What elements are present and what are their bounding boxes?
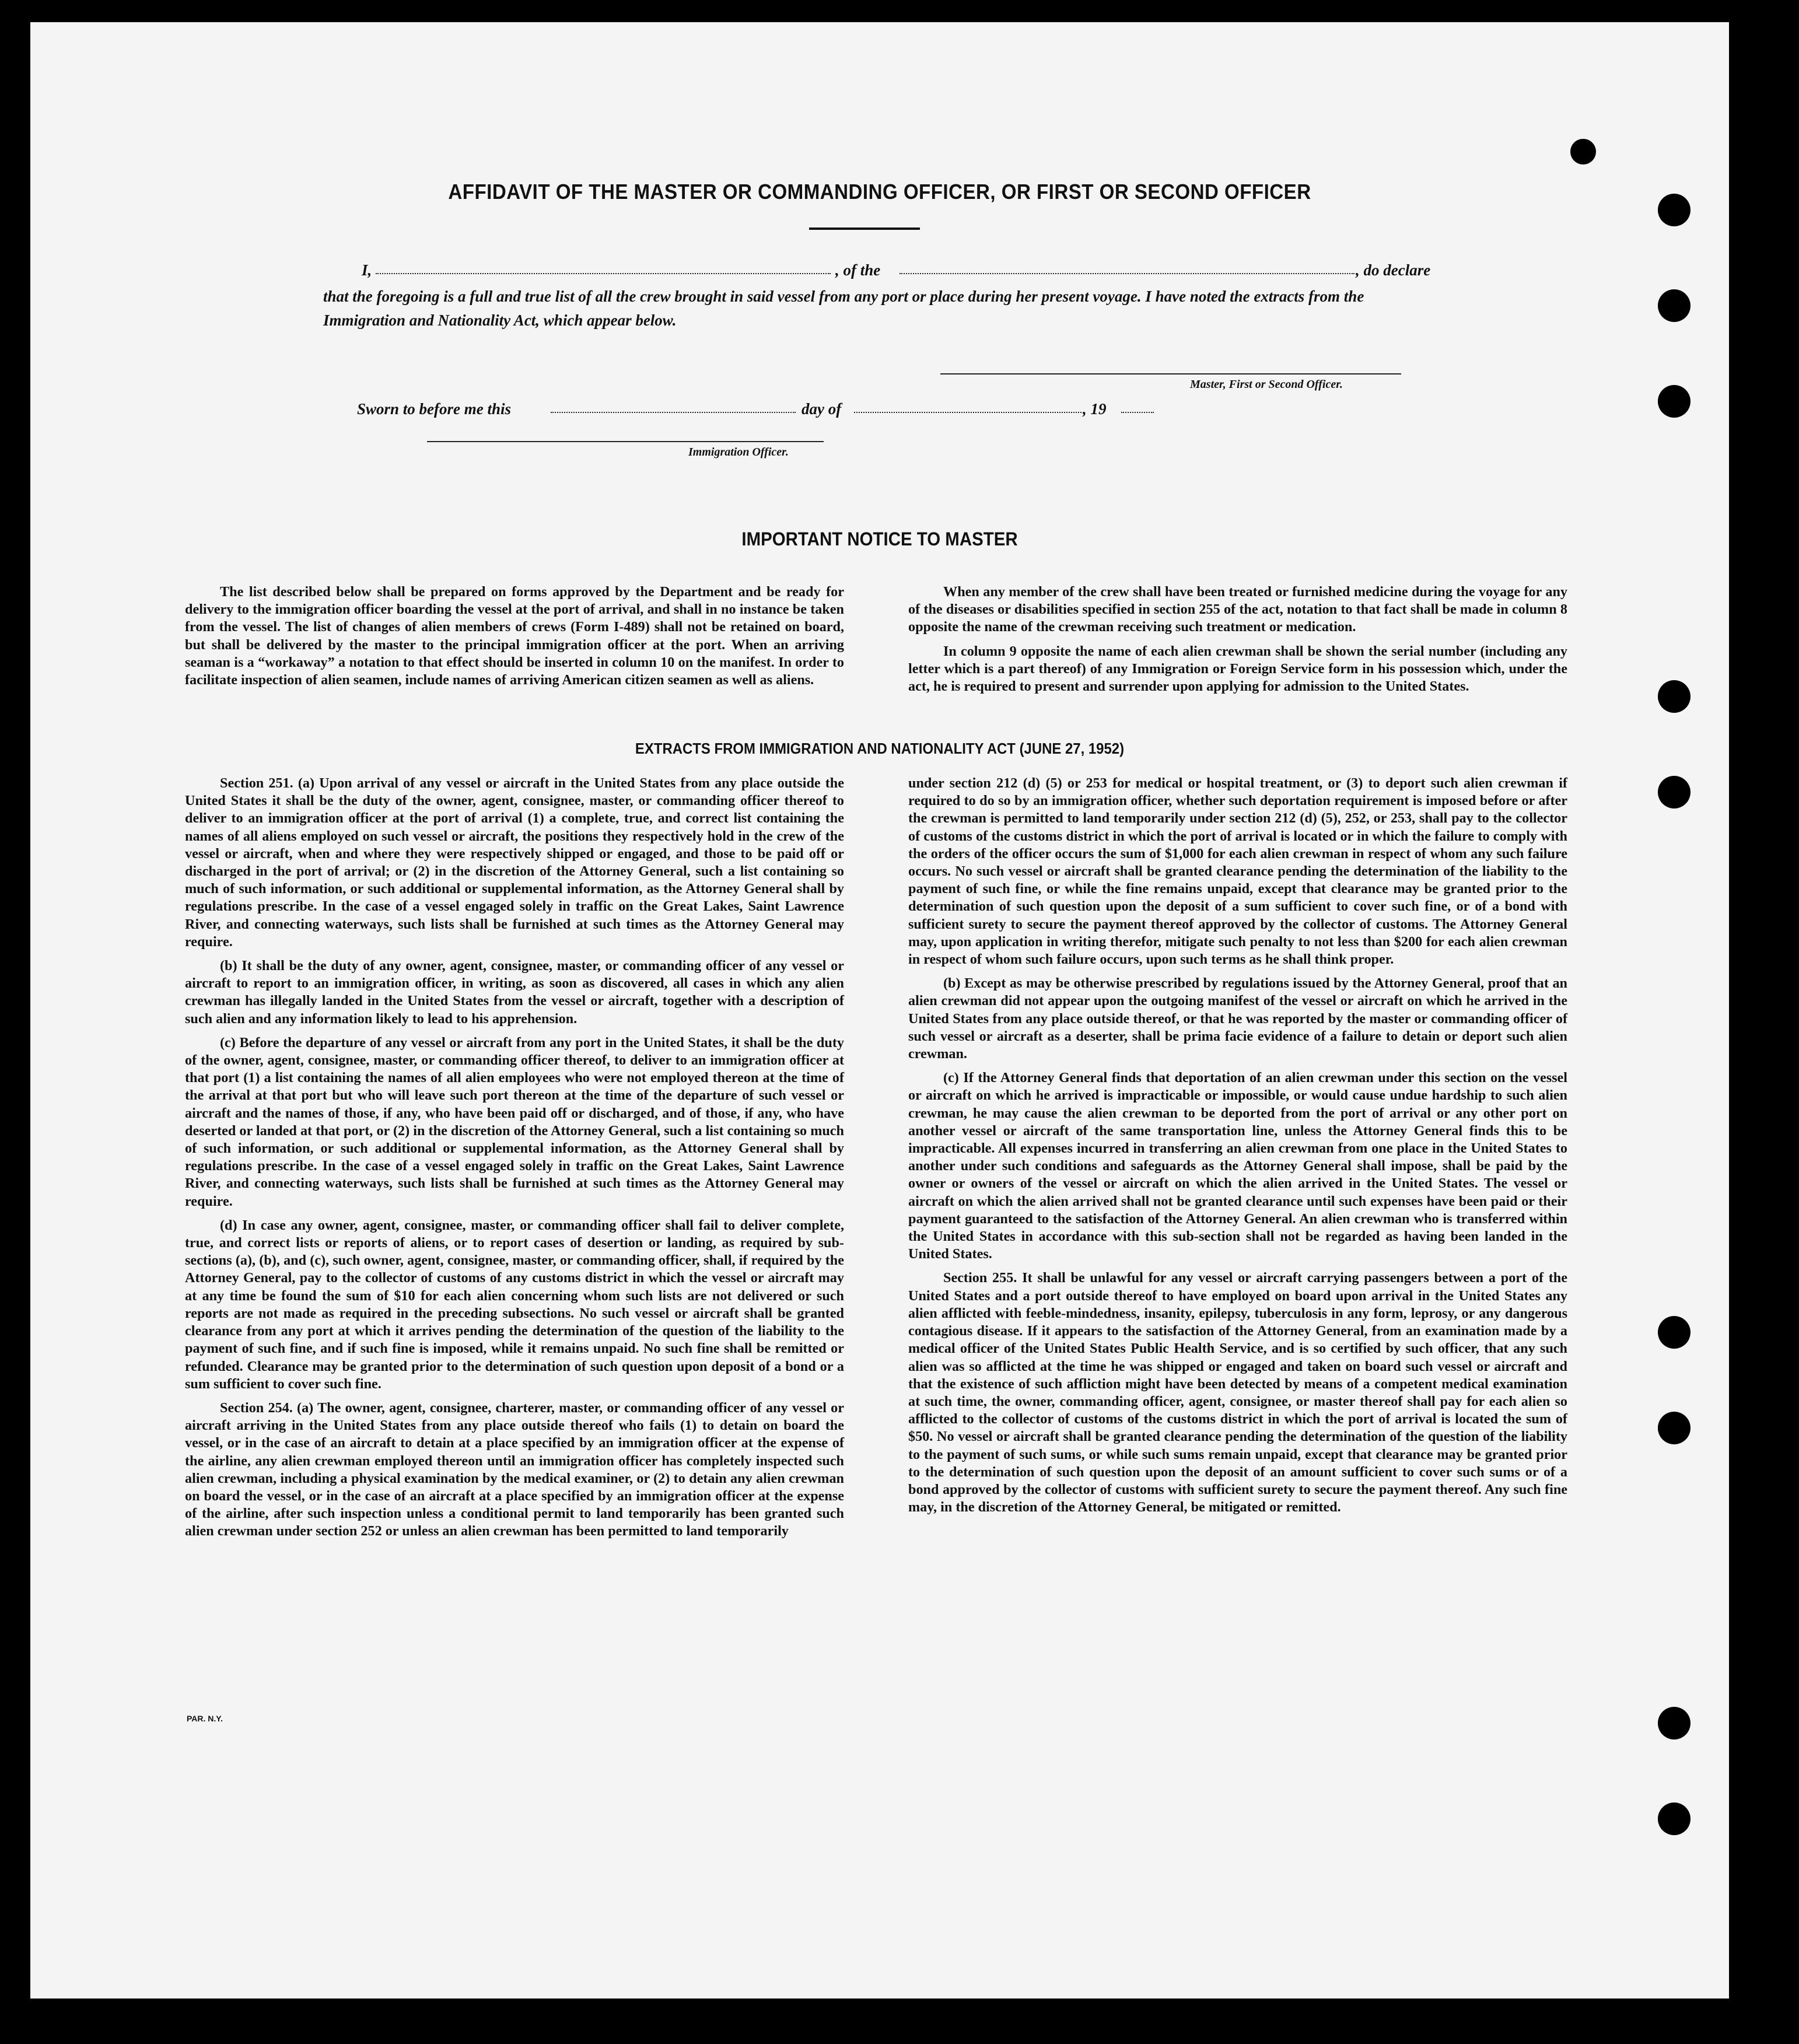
vessel-blank[interactable] xyxy=(900,273,1354,274)
notice-right-column xyxy=(908,583,1567,702)
punch-hole xyxy=(1658,289,1690,322)
section-254-b: (b) Except as may be otherwise prescribed by regulations issued by the Attorney General, proof that an alien crewman did not appear upon the outgoing manifest of the vessel or aircraft on which he arrived in the United States from any place outside thereof, or that he was reported by the master or commanding officer of such vessel or aircraft as a deserter, shall be prima facie evidence of a failure to detain or deport such alien crewman. xyxy=(908,975,1567,1062)
sworn-label: Sworn to before me this xyxy=(357,400,512,418)
master-signature-line[interactable] xyxy=(940,373,1401,374)
i-label: I, xyxy=(362,261,372,279)
sworn-line xyxy=(357,396,1174,421)
notice-left-column xyxy=(185,583,844,695)
of-the-label: , of the xyxy=(835,261,881,279)
section-251-c: (c) Before the departure of any vessel or aircraft from any port in the United States, it shall be the duty of the owner, agent, consignee, master, or commanding officer thereof, to deliver to an immigration officer at that port (1) a list containing the names of all alien employees who were not employed thereon at the time of the arrival at that port but who will leave such port thereon at the time of the departure of such vessel or aircraft and the names of those, if any, who have been paid off or discharged, and of those, if any, who have deserted or landed at that port, or (2) in the discretion of the Attorney General, such a list containing so much of such information, or such additional or supplemental information, as the Attorney General shall by regulations prescribe. In the case of a vessel engaged solely in traffic on the Great Lakes, Saint Lawrence River, and connecting waterways, such lists shall be furnished at such times as the Attorney General may require. xyxy=(185,1034,844,1209)
section-255: Section 255. It shall be unlawful for any vessel or aircraft carrying passengers between a port of the United States and a port outside thereof to have employed on board upon arrival in the United States any alien afflicted with feeble-mindedness, insanity, epilepsy, tuberculosis in any form, leprosy, or any dangerous contagious disease. If it appears to the satisfaction of the Attorney General, from an examination made by a medical officer of the United States Public Health Service, and is so certified by such officer, that any such alien was so afflicted at the time he was shipped or engaged and taken on board such vessel or aircraft and that the existence of such affliction might have been detected by means of a competent medical examination at such time, the owner, commanding officer, agent, consignee, or master thereof shall pay for each alien so afflicted to the collector of customs of the customs district in which the port of arrival is located the sum of $50. No vessel or aircraft shall be granted clearance pending the determination of the question of the liability to the payment of such sums, or while such sums remain unpaid, except that clearance may be granted prior to the determination of such question upon the deposit of an amount sufficient to cover such sums or of a bond approved by the collector of customs with sufficient surety to secure the payment thereof. Any such fine may, in the discretion of the Attorney General, be mitigated or remitted. xyxy=(908,1270,1567,1516)
do-declare-label: , do declare xyxy=(1356,261,1431,279)
punch-hole xyxy=(1658,680,1690,713)
punch-hole xyxy=(1658,776,1690,808)
notice-paragraph: The list described below shall be prepared on forms approved by the Department and be ready for delivery to the immigration officer boarding the vessel at the port of arrival, and shall in no instance be taken from the vessel. The list of changes of alien members of crews (Form I-489) shall not be retained on board, but shall be delivered by the master to the principal immigration officer at the port. When an arriving seaman is a “workaway” a notation to that effect should be inserted in column 10 on the manifest. In order to facilitate inspection of alien seamen, include names of arriving American citizen seamen as well as aliens. xyxy=(185,584,844,688)
officer-signature-line[interactable] xyxy=(427,441,824,442)
punch-hole xyxy=(1658,1707,1690,1740)
sworn-year-blank[interactable] xyxy=(1121,412,1154,413)
day-of-label: day of xyxy=(802,400,842,418)
name-blank[interactable] xyxy=(376,273,831,274)
punch-hole xyxy=(1658,1316,1690,1349)
document-page xyxy=(30,22,1729,1999)
section-251-d: (d) In case any owner, agent, consignee, master, or commanding officer shall fail to deliver complete, true, and correct lists or reports of aliens, or to report cases of desertion or landing, as required by sub-sections (a), (b), and (c), such owner, agent, consignee, master, or commanding officer, shall, if required by the Attorney General, pay to the collector of customs of any customs district in which the vessel or aircraft may at any time be found the sum of $10 for each alien concerning whom such lists are not delivered or such reports are not made as required in the preceding subsections. No such vessel or aircraft shall be granted clearance from any port at which it arrives pending the determination of the question of the liability to the payment of such fine, and if such fine is imposed, while it remains unpaid. No such fine shall be remitted or refunded. Clearance may be granted prior to the determination of such question upon deposit of a bond or a sum sufficient to cover such fine. xyxy=(185,1217,844,1392)
sworn-day-blank[interactable] xyxy=(551,412,796,413)
punch-hole xyxy=(1658,1412,1690,1444)
extracts-heading: EXTRACTS FROM IMMIGRATION AND NATIONALITY ACT (JUNE 27, 1952) xyxy=(635,740,1125,757)
declaration-text: that the foregoing is a full and true list of all the crew brought in said vessel from any port or place during her present voyage. I have noted the extracts from the Immigration and Nationality Act, which appear below. xyxy=(323,288,1364,329)
extracts-right-column xyxy=(908,775,1567,1522)
year-label: , 19 xyxy=(1083,400,1107,418)
notice-title: IMPORTANT NOTICE TO MASTER xyxy=(741,528,1018,550)
sworn-month-blank[interactable] xyxy=(854,412,1082,413)
section-251-a: Section 251. (a) Upon arrival of any vessel or aircraft in the United States from any place outside the United States it shall be the duty of the owner, agent, consignee, master, or commanding officer thereof to deliver to an immigration officer at the port of arrival (1) a complete, true, and correct list containing the names of all aliens employed on such vessel or aircraft, the positions they respectively hold in the crew of the vessel or aircraft, when and where they were respectively shipped or engaged, and those to be paid off or discharged in the port of arrival; or (2) in the discretion of the Attorney General, such a list containing so much of such information, or such additional or supplemental information, as the Attorney General shall by regulations prescribe. In the case of a vessel engaged solely in traffic on the Great Lakes, Saint Lawrence River, and connecting waterways, such lists shall be furnished at such times as the Attorney General may require. xyxy=(185,775,844,950)
section-251-b: (b) It shall be the duty of any owner, agent, consignee, master, or commanding officer of any vessel or aircraft to report to an immigration officer, in writing, as soon as discovered, all cases in which any alien crewman has illegally landed in the United States from the vessel or aircraft, together with a description of such alien and any information likely to lead to his apprehension. xyxy=(185,958,844,1027)
title-divider xyxy=(809,228,920,230)
punch-hole xyxy=(1658,1803,1690,1835)
affidavit-title: AFFIDAVIT OF THE MASTER OR COMMANDING OFFICER, OR FIRST OR SECOND OFFICER xyxy=(448,180,1311,204)
extracts-left-column xyxy=(185,775,844,1547)
printer-code: PAR. N.Y. xyxy=(187,1714,223,1723)
punch-hole xyxy=(1658,385,1690,418)
master-signature-label: Master, First or Second Officer. xyxy=(1190,378,1343,391)
section-254-a: Section 254. (a) The owner, agent, consignee, charterer, master, or commanding officer of any vessel or aircraft arriving in the United States from any place outside thereof who fails (1) to detain on board the vessel, or in the case of an aircraft to detain at a place specified by an immigration officer at the expense of the airline, any alien crewman employed thereon until an immigration officer has completely inspected such alien crewman, including a physical examination by the medical examiner, or (2) to detain any alien crewman on board the vessel, or in the case of an aircraft at a place specified by an immigration officer at the expense of the airline, after such inspection unless a conditional permit to land temporarily has been granted such alien crewman under section 252 or unless an alien crewman has been permitted to land temporarily xyxy=(185,1399,844,1539)
punch-hole xyxy=(1570,139,1596,164)
notice-paragraph: In column 9 opposite the name of each alien crewman shall be shown the serial number (including any letter which is a part thereof) of any Immigration or Foreign Service form in his possession which, under the act, he is required to present and surrender upon applying for admission to the United States. xyxy=(908,643,1567,695)
officer-signature-label: Immigration Officer. xyxy=(688,446,789,459)
section-254-c: (c) If the Attorney General finds that deportation of an alien crewman under this section on the vessel or aircraft on which he arrived is impracticable or impossible, or would cause undue hardship to such alien crewman, he may cause the alien crewman to be deported from the port of arrival or any other port on another vessel or aircraft of the same transportation line, unless the Attorney General finds this to be impracticable. All expenses incurred in transferring an alien crewman from one place in the United States to another under such conditions and safeguards as the Attorney General shall impose, shall be paid by the owner or owners of the vessel or aircraft on which the alien arrived in the United States. The vessel or aircraft on which the alien arrived shall not be granted clearance until such expenses have been paid or their payment guaranteed to the satisfaction of the Attorney General. An alien crewman who is transferred within the United States in accordance with this sub-section shall not be regarded as having been landed in the United States. xyxy=(908,1070,1567,1262)
declaration-fill-line xyxy=(322,257,1442,282)
section-254-a-continued: under section 212 (d) (5) or 253 for medical or hospital treatment, or (3) to deport such alien crewman if required to do so by an immigration officer, whether such deportation requirement is imposed before or after the crewman is permitted to land temporarily under section 212 (d) (5), 252, or 253, shall pay to the collector of customs of the customs district in which the port of arrival is located or in which the failure to comply with the orders of the officer occurs the sum of $1,000 for each alien crewman in respect of whom any such failure occurs. No such vessel or aircraft shall be granted clearance pending the determination of the liability to the payment of such fine, or while the fine remains unpaid, except that clearance may be granted prior to the determination of such question upon the deposit of a sum sufficient to cover such fine, or of a bond with sufficient surety to secure the payment thereof approved by the collector of customs. The Attorney General may, upon application in writing therefor, mitigate such penalty to not less than $200 for each alien crewman in respect of whom such failure occurs, upon such terms as he shall think proper. xyxy=(908,775,1567,968)
notice-paragraph: When any member of the crew shall have been treated or furnished medicine during the voyage for any of the diseases or disabilities specified in section 255 of the act, notation to that fact shall be made in column 8 opposite the name of the crewman receiving such treatment or medication. xyxy=(908,584,1567,635)
punch-hole xyxy=(1658,194,1690,226)
